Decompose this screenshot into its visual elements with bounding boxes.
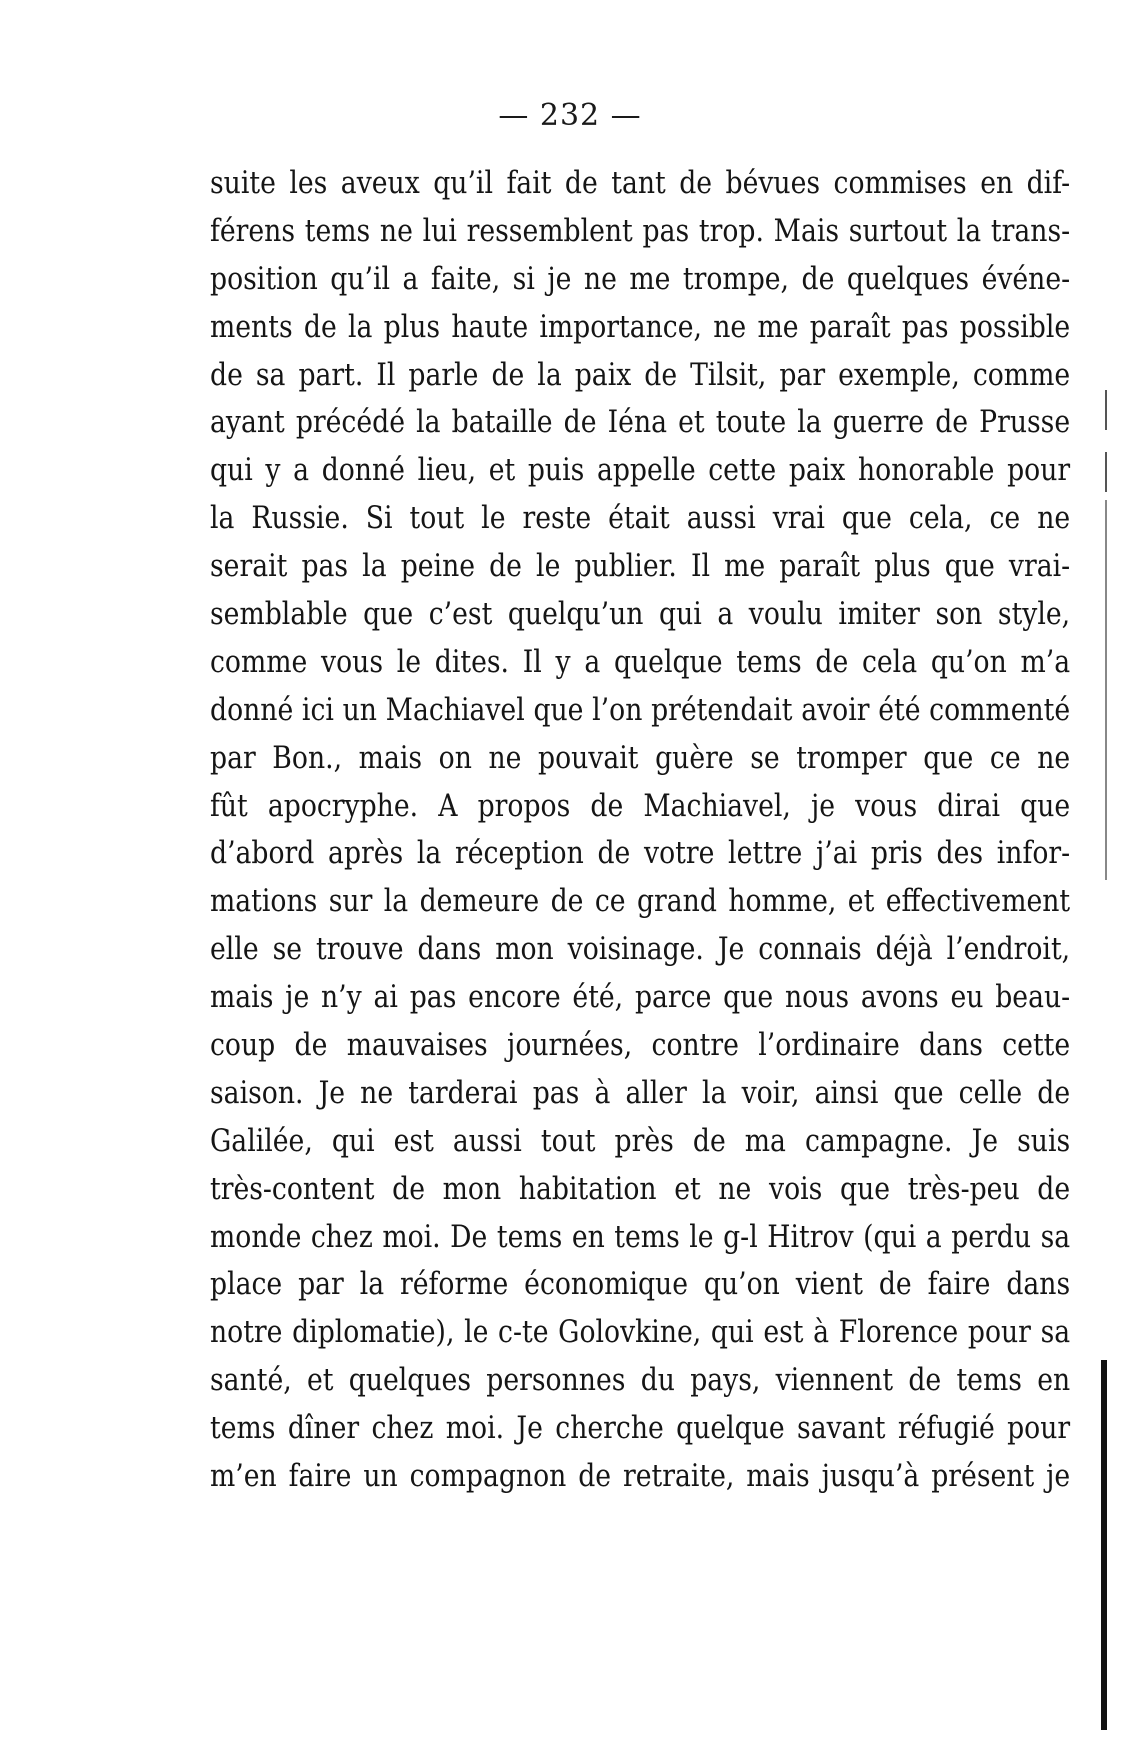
text-line: Galilée, qui est aussi tout près de ma campagne. Je suis (210, 1122, 1071, 1159)
text-line: elle se trouve dans mon voisinage. Je connais déjà l’endroit, (210, 931, 1071, 968)
page-edge-shadow (1105, 390, 1107, 430)
text-line: santé, et quelques personnes du pays, viennent de tems en (210, 1362, 1071, 1399)
page-edge-shadow (1105, 500, 1107, 880)
page-edge-shadow (1105, 452, 1107, 492)
text-line: mais je n’y ai pas encore été, parce que nous avons eu beau- (210, 979, 1071, 1016)
text-line: m’en faire un compagnon de retraite, mais jusqu’à présent je (210, 1458, 1071, 1495)
body-text (210, 160, 1070, 1501)
text-line: semblable que c’est quelqu’un qui a voulu imiter son style, (210, 596, 1071, 633)
text-line: par Bon., mais on ne pouvait guère se tromper que ce ne (210, 739, 1071, 776)
text-line: position qu’il a faite, si je ne me trompe, de quelques événe- (210, 260, 1071, 297)
text-line: la Russie. Si tout le reste était aussi vrai que cela, ce ne (210, 500, 1071, 537)
text-line: très-content de mon habitation et ne vois que très-peu de (210, 1170, 1071, 1207)
text-line: monde chez moi. De tems en tems le g-l Hitrov (qui a perdu sa (210, 1218, 1071, 1255)
text-line: fût apocryphe. A propos de Machiavel, je vous dirai que (210, 787, 1071, 824)
text-line: ayant précédé la bataille de Iéna et toute la guerre de Prusse (210, 404, 1071, 441)
page-number: — 232 — (498, 98, 642, 133)
text-line: ments de la plus haute importance, ne me paraît pas possible (210, 308, 1071, 345)
text-line: saison. Je ne tarderai pas à aller la voir, ainsi que celle de (210, 1074, 1071, 1111)
text-line: de sa part. Il parle de la paix de Tilsit, par exemple, comme (210, 356, 1071, 393)
text-line: place par la réforme économique qu’on vient de faire dans (210, 1266, 1071, 1303)
text-line: serait pas la peine de le publier. Il me paraît plus que vrai- (210, 548, 1071, 585)
text-line: notre diplomatie), le c-te Golovkine, qui est à Florence pour sa (210, 1314, 1071, 1351)
text-line: tems dîner chez moi. Je cherche quelque savant réfugié pour (210, 1410, 1071, 1447)
text-line: qui y a donné lieu, et puis appelle cette paix honorable pour (210, 452, 1071, 489)
text-line: comme vous le dites. Il y a quelque tems de cela qu’on m’a (210, 643, 1071, 680)
text-line: d’abord après la réception de votre lettre j’ai pris des infor- (210, 835, 1071, 872)
text-line: donné ici un Machiavel que l’on prétendait avoir été commenté (210, 691, 1071, 728)
page-edge-shadow (1101, 1360, 1107, 1730)
text-line: férens tems ne lui ressemblent pas trop. Mais surtout la trans- (210, 212, 1071, 249)
text-line: suite les aveux qu’il fait de tant de bévues commises en dif- (210, 165, 1071, 201)
text-line: coup de mauvaises journées, contre l’ordinaire dans cette (210, 1027, 1071, 1064)
text-line: mations sur la demeure de ce grand homme, et effectivement (210, 883, 1071, 920)
